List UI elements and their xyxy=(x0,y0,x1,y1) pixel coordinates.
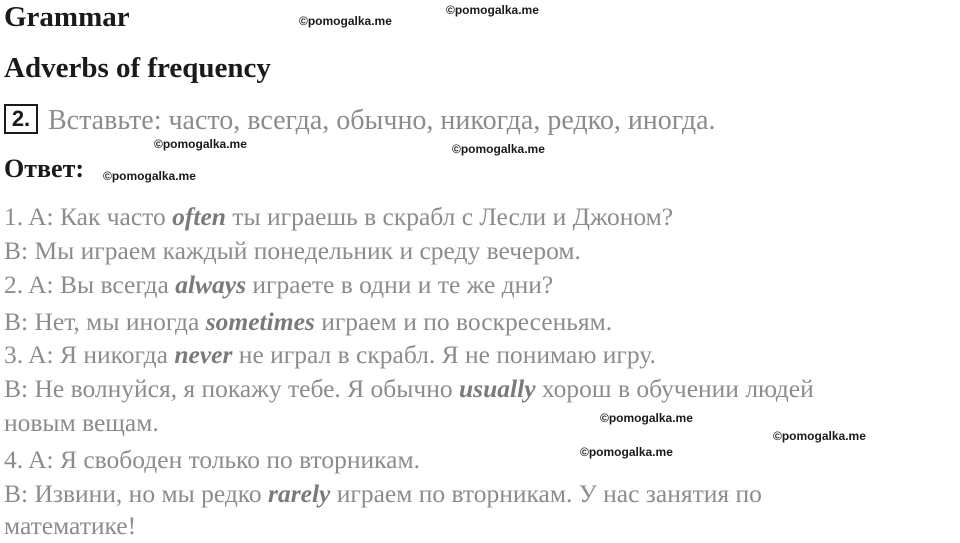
dialogue-line xyxy=(4,372,814,406)
dialogue-line xyxy=(4,443,420,477)
watermark: ©pomogalka.me xyxy=(154,137,247,151)
adverb-answer: sometimes xyxy=(205,307,315,336)
exercise-instruction: Вставьте: часто, всегда, обычно, никогда, редко, иногда. xyxy=(48,105,716,136)
answer-label: Ответ: xyxy=(4,154,85,183)
line-text: 2. A: Вы всегда xyxy=(4,270,176,299)
adverb-answer: often xyxy=(172,202,226,231)
watermark: ©pomogalka.me xyxy=(600,411,693,425)
line-text: B: Не волнуйся, я покажу тебе. Я обычно xyxy=(4,374,459,403)
watermark: ©pomogalka.me xyxy=(103,169,196,183)
line-text: играете в одни и те же дни? xyxy=(246,270,554,299)
section-subtitle: Adverbs of frequency xyxy=(4,52,271,84)
line-text: хорош в обучении людей xyxy=(535,374,814,403)
dialogue-line xyxy=(4,200,673,234)
dialogue-line xyxy=(4,406,159,440)
watermark: ©pomogalka.me xyxy=(773,429,866,443)
watermark: ©pomogalka.me xyxy=(299,14,392,28)
line-text: 4. A: Я свободен только по вторникам. xyxy=(4,445,420,474)
line-text: ты играешь в скрабл с Лесли и Джоном? xyxy=(225,202,674,231)
adverb-answer: never xyxy=(174,340,233,369)
watermark: ©pomogalka.me xyxy=(580,445,673,459)
dialogue-line xyxy=(4,268,553,302)
line-text: новым вещам. xyxy=(4,408,159,437)
line-text: играем по вторникам. У нас занятия по xyxy=(330,479,762,508)
adverb-answer: always xyxy=(175,270,247,299)
exercise-number-badge: 2. xyxy=(4,104,38,134)
watermark: ©pomogalka.me xyxy=(446,3,539,17)
line-text: не играл в скрабл. Я не понимаю игру. xyxy=(232,340,656,369)
line-text: B: Извини, но мы редко xyxy=(4,479,269,508)
line-text: 1. A: Как часто xyxy=(4,202,173,231)
line-text: математике! xyxy=(4,511,137,540)
dialogue-line xyxy=(4,338,656,372)
line-text: B: Нет, мы иногда xyxy=(4,307,206,336)
page-title: Grammar xyxy=(4,1,130,33)
line-text: B: Мы играем каждый понедельник и среду вечером. xyxy=(4,236,581,265)
adverb-answer: rarely xyxy=(268,479,331,508)
dialogue-line xyxy=(4,477,762,511)
adverb-answer: usually xyxy=(459,374,536,403)
watermark: ©pomogalka.me xyxy=(452,142,545,156)
line-text: играем и по воскресеньям. xyxy=(314,307,613,336)
dialogue-line xyxy=(4,305,612,339)
line-text: 3. A: Я никогда xyxy=(4,340,175,369)
dialogue-line xyxy=(4,234,581,268)
